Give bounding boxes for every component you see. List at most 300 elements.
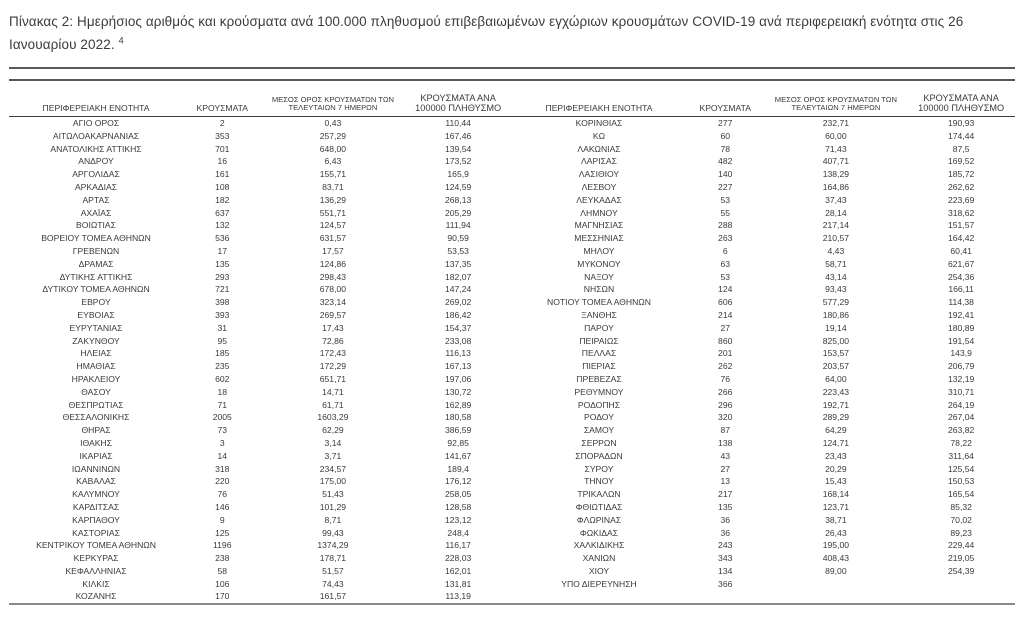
per100k-cell: 182,07: [445, 271, 472, 282]
per100k-cell: 228,03: [445, 553, 472, 564]
cases-cell: [686, 590, 764, 604]
table-row: [9, 463, 1015, 476]
region-cell: ΣΥΡΟΥ: [584, 463, 614, 474]
cases-cell: 6: [722, 245, 728, 256]
per100k-cell: 192,41: [948, 309, 975, 320]
region-cell: ΑΓΙΟ ΟΡΟΣ: [72, 118, 120, 128]
cases-cell: 132: [215, 220, 230, 231]
per100k-cell: 180,89: [948, 322, 975, 333]
cases-cell: 2005: [212, 412, 232, 423]
table-row: [9, 283, 1015, 296]
cases-cell: 393: [215, 309, 230, 320]
avg7-cell: 14,71: [322, 386, 344, 397]
avg7-cell: 60,00: [825, 130, 847, 141]
region-cell: ΙΘΑΚΗΣ: [80, 437, 112, 448]
cases-cell: 125: [215, 527, 230, 538]
region-cell: ΚΟΡΙΝΘΙΑΣ: [575, 118, 623, 128]
avg7-cell: 15,43: [825, 476, 847, 487]
cases-cell: 14: [217, 450, 228, 461]
region-cell: ΤΡΙΚΑΛΩΝ: [577, 489, 621, 500]
region-cell: ΑΡΚΑΔΙΑΣ: [74, 181, 118, 192]
cases-cell: 366: [718, 578, 733, 589]
avg7-cell: 4,43: [827, 245, 845, 256]
avg7-cell: 164,86: [822, 181, 850, 192]
cases-cell: 138: [718, 437, 733, 448]
cases-cell: 1196: [213, 540, 232, 551]
avg7-cell: 289,29: [822, 412, 850, 423]
cases-cell: 227: [718, 181, 733, 192]
region-cell: ΚΑΣΤΟΡΙΑΣ: [72, 527, 120, 538]
avg7-cell: 3,71: [324, 450, 342, 461]
region-cell: ΚΕΡΚΥΡΑΣ: [73, 553, 119, 564]
avg7-cell: 8,71: [324, 514, 342, 525]
table-body: [9, 117, 1015, 605]
table-row: [9, 373, 1015, 386]
avg7-cell: 631,57: [319, 233, 347, 244]
footnote-marker: 4: [118, 35, 124, 46]
avg7-cell: 3,14: [324, 437, 342, 448]
cases-cell: 217: [718, 489, 733, 500]
avg7-cell: 223,43: [822, 386, 850, 397]
region-cell: ΙΩΑΝΝΙΝΩΝ: [71, 463, 121, 474]
avg7-cell: [764, 590, 907, 604]
table-row: [9, 296, 1015, 309]
per100k-cell: 318,62: [948, 207, 975, 218]
region-cell: ΠΕΛΛΑΣ: [581, 348, 617, 359]
region-cell: ΗΡΑΚΛΕΙΟΥ: [71, 373, 121, 384]
cases-cell: 161: [215, 169, 230, 180]
table-header: [9, 93, 1015, 117]
top-rule-2: [9, 79, 1015, 81]
region-cell: ΛΑΚΩΝΙΑΣ: [577, 143, 621, 154]
per100k-cell: 137,35: [445, 258, 472, 269]
region-cell: ΑΙΤΩΛΟΑΚΑΡΝΑΝΙΑΣ: [52, 130, 140, 141]
region-cell: ΡΕΘΥΜΝΟΥ: [574, 386, 624, 397]
per100k-cell: 267,04: [948, 412, 975, 423]
avg7-cell: 323,14: [319, 297, 347, 308]
per100k-cell: 248,4: [447, 527, 469, 538]
avg7-cell: 269,57: [319, 309, 347, 320]
region-cell: ΦΘΙΩΤΙΔΑΣ: [575, 501, 623, 512]
cases-cell: 76: [217, 489, 228, 500]
region-cell: ΦΩΚΙΔΑΣ: [579, 527, 619, 538]
region-cell: ΛΕΣΒΟΥ: [581, 181, 617, 192]
table-row: [9, 552, 1015, 565]
per100k-cell: 254,36: [948, 271, 975, 282]
per100k-cell: 263,82: [948, 425, 975, 436]
table-row: [9, 501, 1015, 514]
avg7-cell: 64,00: [825, 373, 847, 384]
table-row: [9, 347, 1015, 360]
per100k-cell: 111,94: [445, 220, 471, 231]
header-per100k-left: ΚΡΟΥΣΜΑΤΑ ΑΝΑ 100000 ΠΛΗΘΥΣΜΟ: [404, 93, 512, 117]
per100k-cell: 124,59: [445, 181, 472, 192]
avg7-cell: 101,29: [319, 501, 347, 512]
avg7-cell: 124,71: [822, 437, 850, 448]
cases-cell: 134: [718, 565, 733, 576]
table-row: [9, 539, 1015, 552]
per100k-cell: 219,05: [948, 553, 975, 564]
avg7-cell: 178,71: [319, 553, 347, 564]
per100k-cell: 165,54: [948, 489, 975, 500]
cases-cell: 36: [720, 527, 730, 538]
avg7-cell: 217,14: [822, 220, 850, 231]
per100k-cell: 205,29: [445, 207, 472, 218]
cases-cell: 606: [718, 297, 733, 308]
per100k-cell: 78,22: [950, 437, 972, 448]
cases-cell: 58: [217, 565, 228, 576]
cases-cell: 3: [219, 437, 225, 448]
per100k-cell: 90,59: [447, 233, 469, 244]
per100k-cell: [907, 578, 1015, 591]
region-cell: ΕΒΡΟΥ: [81, 297, 111, 308]
table-row: [9, 194, 1015, 207]
per100k-cell: 87,5: [952, 143, 970, 154]
per100k-cell: 116,17: [445, 540, 471, 551]
avg7-cell: 23,43: [825, 450, 847, 461]
cases-cell: 106: [215, 578, 230, 589]
per100k-cell: 150,53: [948, 476, 975, 487]
header-region-right: ΠΕΡΙΦΕΡΕΙΑΚΗ ΕΝΟΤΗΤΑ: [512, 93, 686, 117]
region-cell: ΠΑΡΟΥ: [584, 322, 614, 333]
region-cell: ΝΗΣΩΝ: [583, 284, 615, 295]
avg7-cell: 172,29: [319, 361, 347, 372]
region-cell: ΑΧΑΪΑΣ: [80, 207, 112, 218]
per100k-cell: 311,64: [948, 450, 974, 461]
avg7-cell: 153,57: [822, 348, 850, 359]
per100k-cell: 151,57: [948, 220, 975, 231]
table-row: [9, 219, 1015, 232]
region-cell: ΜΗΛΟΥ: [583, 245, 615, 256]
region-cell: ΓΡΕΒΕΝΩΝ: [72, 245, 120, 256]
cases-cell: 170: [183, 590, 261, 604]
table-row: [9, 360, 1015, 373]
cases-cell: 262: [718, 361, 733, 372]
per100k-cell: 89,23: [950, 527, 972, 538]
avg7-cell: 136,29: [319, 194, 347, 205]
cases-cell: 602: [215, 373, 230, 384]
region-cell: ΘΗΡΑΣ: [81, 425, 111, 436]
table-row: [9, 232, 1015, 245]
header-avg7-right: ΜΕΣΟΣ ΟΡΟΣ ΚΡΟΥΣΜΑΤΩΝ ΤΩΝ ΤΕΛΕΥΤΑΙΩΝ 7 ΗΜΕΡΩΝ: [764, 93, 907, 117]
table-row: [9, 207, 1015, 220]
table-row: [9, 245, 1015, 258]
cases-cell: 243: [718, 540, 733, 551]
avg7-cell: 93,43: [825, 284, 847, 295]
cases-cell: 95: [217, 335, 228, 346]
region-cell: ΣΑΜΟΥ: [583, 425, 615, 436]
per100k-cell: 269,02: [445, 297, 472, 308]
avg7-cell: 257,29: [319, 130, 347, 141]
cases-cell: 482: [718, 156, 733, 167]
per100k-cell: 125,54: [948, 463, 975, 474]
cases-cell: 63: [720, 258, 730, 269]
cases-cell: 293: [215, 271, 230, 282]
cases-cell: 2: [219, 118, 225, 128]
cases-cell: 31: [217, 322, 228, 333]
region-cell: ΝΑΞΟΥ: [584, 271, 614, 282]
per100k-cell: 114,38: [948, 297, 974, 308]
per100k-cell: 169,52: [948, 156, 975, 167]
per100k-cell: [907, 590, 1015, 604]
cases-cell: 124: [718, 284, 733, 295]
per100k-cell: 110,44: [445, 118, 471, 128]
cases-cell: 296: [718, 399, 733, 410]
table-row: [9, 527, 1015, 540]
avg7-cell: 234,57: [319, 463, 347, 474]
region-cell: ΡΟΔΟΠΗΣ: [577, 399, 621, 410]
per100k-cell: 162,89: [445, 399, 472, 410]
avg7-cell: 51,43: [322, 489, 344, 500]
avg7-cell: 72,86: [322, 335, 344, 346]
per100k-cell: 223,69: [948, 194, 975, 205]
region-cell: ΕΥΡΥΤΑΝΙΑΣ: [69, 322, 123, 333]
cases-cell: 9: [219, 514, 225, 525]
region-cell: ΑΡΤΑΣ: [82, 194, 110, 205]
cases-cell: 135: [215, 258, 230, 269]
table-row: [9, 143, 1015, 156]
region-cell: ΛΑΣΙΘΙΟΥ: [578, 169, 620, 180]
table-caption: [9, 10, 1011, 56]
per100k-cell: 254,39: [948, 565, 975, 576]
avg7-cell: 551,71: [319, 207, 347, 218]
per100k-cell: 206,79: [948, 361, 975, 372]
avg7-cell: 1603,29: [317, 412, 349, 423]
per100k-cell: 141,67: [445, 450, 472, 461]
table-row: [9, 117, 1015, 130]
per100k-cell: 132,19: [948, 373, 975, 384]
cases-cell: 78: [720, 143, 730, 154]
header-region-left: ΠΕΡΙΦΕΡΕΙΑΚΗ ΕΝΟΤΗΤΑ: [9, 93, 183, 117]
cases-cell: 73: [217, 425, 228, 436]
cases-cell: 860: [718, 335, 733, 346]
cases-cell: 182: [215, 194, 230, 205]
avg7-cell: 192,71: [822, 399, 850, 410]
cases-cell: 140: [718, 169, 733, 180]
cases-cell: 277: [718, 118, 733, 128]
cases-cell: 27: [720, 463, 730, 474]
region-cell: ΥΠΟ ΔΙΕΡΕΥΝΗΣΗ: [561, 578, 637, 589]
cases-cell: 220: [215, 476, 230, 487]
cases-cell: 17: [217, 245, 228, 256]
per100k-cell: 166,11: [948, 284, 974, 295]
region-cell: ΑΡΓΟΛΙΔΑΣ: [72, 169, 120, 180]
per100k-cell: 197,06: [445, 373, 472, 384]
region-cell: ΜΥΚΟΝΟΥ: [577, 258, 621, 269]
top-rule-1: [9, 67, 1015, 69]
cases-cell: 637: [215, 207, 230, 218]
cases-cell: 135: [718, 501, 733, 512]
table-row: [9, 565, 1015, 578]
region-cell: ΧΙΟΥ: [588, 565, 610, 576]
per100k-cell: 165,9: [447, 169, 469, 180]
region-cell: ΜΕΣΣΗΝΙΑΣ: [574, 233, 624, 244]
table-row: [9, 578, 1015, 591]
cases-cell: 13: [720, 476, 730, 487]
cases-cell: 536: [215, 233, 230, 244]
cases-cell: 263: [718, 233, 733, 244]
region-cell: ΘΕΣΠΡΩΤΙΑΣ: [68, 399, 124, 410]
avg7-cell: 678,00: [319, 284, 347, 295]
region-cell: ΗΜΑΘΙΑΣ: [76, 361, 116, 372]
avg7-cell: 651,71: [319, 373, 347, 384]
per100k-cell: 85,32: [950, 501, 972, 512]
cases-cell: 721: [215, 284, 230, 295]
avg7-cell: 195,00: [822, 540, 850, 551]
per100k-cell: 53,53: [447, 245, 469, 256]
per100k-cell: 233,08: [445, 335, 472, 346]
cases-cell: 71: [217, 399, 228, 410]
per100k-cell: 167,46: [445, 130, 472, 141]
cases-cell: 146: [215, 501, 230, 512]
table-row: [9, 437, 1015, 450]
cases-cell: 53: [720, 194, 730, 205]
region-cell: ΠΕΙΡΑΙΩΣ: [579, 335, 619, 346]
cases-cell: 238: [215, 553, 230, 564]
region-cell: ΔΡΑΜΑΣ: [78, 258, 114, 269]
region-cell: ΖΑΚΥΝΘΟΥ: [72, 335, 120, 346]
region-cell: ΔΥΤΙΚΗΣ ΑΤΤΙΚΗΣ: [59, 271, 133, 282]
cases-cell: 16: [217, 156, 228, 167]
region-cell: ΜΑΓΝΗΣΙΑΣ: [574, 220, 624, 231]
cases-cell: 76: [720, 373, 730, 384]
per100k-cell: 167,13: [445, 361, 472, 372]
avg7-cell: 175,00: [319, 476, 347, 487]
avg7-cell: 825,00: [822, 335, 850, 346]
table-row: [9, 475, 1015, 488]
cases-cell: 353: [215, 130, 230, 141]
region-cell: ΛΑΡΙΣΑΣ: [581, 156, 617, 167]
cases-cell: 43: [720, 450, 730, 461]
avg7-cell: 83,71: [322, 181, 344, 192]
region-cell: ΗΛΕΙΑΣ: [80, 348, 112, 359]
avg7-cell: 38,71: [825, 514, 847, 525]
cases-cell: 27: [720, 322, 730, 333]
avg7-cell: 71,43: [825, 143, 847, 154]
cases-cell: 87: [720, 425, 730, 436]
table-row: [9, 399, 1015, 412]
per100k-cell: 130,72: [445, 386, 472, 397]
region-cell: ΚΙΛΚΙΣ: [82, 578, 110, 589]
avg7-cell: 99,43: [322, 527, 344, 538]
per100k-cell: 162,01: [445, 565, 472, 576]
avg7-cell: 20,29: [825, 463, 847, 474]
per100k-cell: 186,42: [445, 309, 472, 320]
cases-cell: 318: [215, 463, 230, 474]
table-row: [9, 411, 1015, 424]
cases-cell: 343: [718, 553, 733, 564]
avg7-cell: 161,57: [261, 590, 404, 604]
cases-cell: 288: [718, 220, 733, 231]
cases-cell: 701: [215, 143, 230, 154]
cases-cell: 108: [215, 181, 230, 192]
table-row: [9, 322, 1015, 335]
per100k-cell: 143,9: [950, 348, 972, 359]
header-per100k-right: ΚΡΟΥΣΜΑΤΑ ΑΝΑ 100000 ΠΛΗΘΥΣΜΟ: [907, 93, 1015, 117]
cases-cell: 214: [718, 309, 733, 320]
cases-cell: 60: [720, 130, 730, 141]
region-cell: ΚΕΦΑΛΛΗΝΙΑΣ: [65, 565, 127, 576]
cases-cell: 235: [215, 361, 230, 372]
cases-cell: 18: [217, 386, 228, 397]
avg7-cell: 6,43: [324, 156, 342, 167]
table-row: [9, 590, 1015, 604]
table-row: [9, 155, 1015, 168]
region-cell: ΒΟΡΕΙΟΥ ΤΟΜΕΑ ΑΘΗΝΩΝ: [41, 233, 151, 244]
per100k-cell: 173,52: [445, 156, 472, 167]
avg7-cell: 210,57: [822, 233, 850, 244]
region-cell: ΧΑΛΚΙΔΙΚΗΣ: [573, 540, 625, 551]
table-row: [9, 514, 1015, 527]
region-cell: ΘΕΣΣΑΛΟΝΙΚΗΣ: [62, 412, 130, 423]
avg7-cell: 577,29: [822, 297, 850, 308]
per100k-cell: 386,59: [445, 425, 472, 436]
table-caption-text: Πίνακας 2: Ημερήσιος αριθμός και κρούσματα ανά 100.000 πληθυσμού επιβεβαιωμένων εγχώριων κρουσμάτων COVID-19 ανά περιφερειακή ενότητα στις 26 Ιανουαρίου 2022.: [9, 14, 964, 52]
avg7-cell: 155,71: [319, 169, 347, 180]
avg7-cell: 203,57: [822, 361, 850, 372]
region-cell: ΣΠΟΡΑΔΩΝ: [575, 450, 623, 461]
table-row: [9, 258, 1015, 271]
header-cases-right: ΚΡΟΥΣΜΑΤΑ: [686, 93, 764, 117]
avg7-cell: 89,00: [825, 565, 847, 576]
per100k-cell: 164,42: [948, 233, 975, 244]
per100k-cell: 174,44: [948, 130, 975, 141]
per100k-cell: 60,41: [950, 245, 972, 256]
avg7-cell: 407,71: [822, 156, 850, 167]
cases-cell: 320: [718, 412, 733, 423]
cases-cell: 266: [718, 386, 733, 397]
per100k-cell: 92,85: [447, 437, 469, 448]
table-row: [9, 488, 1015, 501]
header-avg7-left: ΜΕΣΟΣ ΟΡΟΣ ΚΡΟΥΣΜΑΤΩΝ ΤΩΝ ΤΕΛΕΥΤΑΙΩΝ 7 ΗΜΕΡΩΝ: [261, 93, 404, 117]
per100k-cell: 154,37: [445, 322, 472, 333]
table-row: [9, 335, 1015, 348]
avg7-cell: 28,14: [825, 207, 847, 218]
avg7-cell: 61,71: [322, 399, 344, 410]
region-cell: ΚΑΡΔΙΤΣΑΣ: [72, 501, 120, 512]
avg7-cell: 58,71: [825, 258, 847, 269]
avg7-cell: 180,86: [822, 309, 850, 320]
per100k-cell: 123,12: [445, 514, 472, 525]
cases-cell: 53: [720, 271, 730, 282]
region-cell: ΚΑΒΑΛΑΣ: [76, 476, 116, 487]
table-row: [9, 424, 1015, 437]
avg7-cell: 124,86: [319, 258, 347, 269]
table-row: [9, 450, 1015, 463]
avg7-cell: 26,43: [825, 527, 847, 538]
avg7-cell: 408,43: [822, 553, 850, 564]
region-cell: ΔΥΤΙΚΟΥ ΤΟΜΕΑ ΑΘΗΝΩΝ: [42, 284, 150, 295]
per100k-cell: 185,72: [948, 169, 975, 180]
per100k-cell: 190,93: [948, 118, 975, 128]
table-row: [9, 181, 1015, 194]
per100k-cell: 116,13: [445, 348, 471, 359]
region-cell: ΞΑΝΘΗΣ: [581, 309, 617, 320]
region-cell: ΚΑΡΠΑΘΟΥ: [72, 514, 120, 525]
avg7-cell: 17,57: [322, 245, 344, 256]
table-row: [9, 271, 1015, 284]
region-cell: ΦΛΩΡΙΝΑΣ: [576, 514, 622, 525]
avg7-cell: 0,43: [324, 118, 342, 128]
cases-cell: 201: [718, 348, 733, 359]
avg7-cell: 19,14: [825, 322, 847, 333]
region-cell: ΑΝΔΡΟΥ: [78, 156, 114, 167]
region-cell: ΚΑΛΥΜΝΟΥ: [72, 489, 120, 500]
avg7-cell: 1374,29: [317, 540, 349, 551]
per100k-cell: 180,58: [445, 412, 472, 423]
avg7-cell: 124,57: [319, 220, 347, 231]
per100k-cell: 268,13: [445, 194, 472, 205]
